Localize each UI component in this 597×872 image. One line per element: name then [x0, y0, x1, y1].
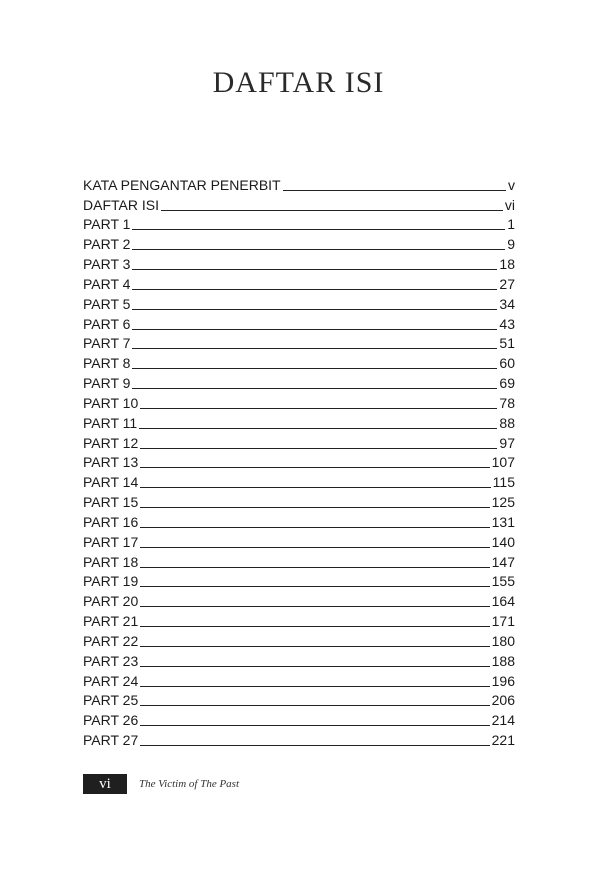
toc-entry[interactable] — [83, 610, 515, 630]
toc-entry-label: PART 22 — [83, 632, 139, 649]
toc-entry-label: PART 3 — [83, 256, 131, 273]
toc-entry[interactable] — [83, 452, 515, 472]
toc-leader-line — [132, 348, 497, 349]
toc-entry-page-number: 60 — [499, 355, 515, 372]
toc-leader-line — [140, 527, 489, 528]
toc-entry-page-number: 131 — [491, 513, 515, 530]
toc-entry[interactable] — [83, 174, 515, 194]
toc-entry[interactable] — [83, 333, 515, 353]
toc-leader-line — [140, 467, 489, 468]
toc-entry[interactable] — [83, 194, 515, 214]
toc-entry-label: PART 10 — [83, 394, 139, 411]
toc-entry-page-number: 51 — [499, 335, 515, 352]
toc-entry-label: PART 21 — [83, 613, 139, 630]
toc-entry-label: PART 25 — [83, 692, 139, 709]
toc-entry-label: PART 23 — [83, 652, 139, 669]
toc-entry-page-number: v — [508, 176, 515, 193]
toc-entry-label: PART 2 — [83, 236, 131, 253]
toc-entry-label: PART 12 — [83, 434, 139, 451]
toc-entry[interactable] — [83, 253, 515, 273]
toc-leader-line — [132, 289, 497, 290]
toc-entry[interactable] — [83, 729, 515, 749]
toc-entry[interactable] — [83, 531, 515, 551]
toc-entry-page-number: 221 — [491, 732, 515, 749]
toc-entry[interactable] — [83, 432, 515, 452]
toc-leader-line — [139, 428, 497, 429]
table-of-contents — [83, 174, 515, 749]
toc-entry[interactable] — [83, 313, 515, 333]
toc-entry-label: PART 26 — [83, 712, 139, 729]
toc-entry[interactable] — [83, 511, 515, 531]
toc-entry-page-number: 34 — [499, 295, 515, 312]
toc-entry-label: PART 14 — [83, 474, 139, 491]
toc-leader-line — [140, 646, 489, 647]
toc-entry-label: PART 18 — [83, 553, 139, 570]
toc-entry-label: PART 15 — [83, 494, 139, 511]
toc-entry-label: PART 4 — [83, 275, 131, 292]
toc-entry-label: PART 5 — [83, 295, 131, 312]
toc-entry-label: PART 8 — [83, 355, 131, 372]
toc-entry-page-number: 125 — [491, 494, 515, 511]
toc-entry-page-number: 188 — [491, 652, 515, 669]
toc-entry-page-number: 206 — [491, 692, 515, 709]
toc-entry-label: PART 27 — [83, 732, 139, 749]
page-number: vi — [83, 774, 127, 794]
toc-entry-label: PART 1 — [83, 216, 131, 233]
toc-leader-line — [140, 408, 497, 409]
toc-entry-label: DAFTAR ISI — [83, 196, 159, 213]
toc-leader-line — [140, 725, 489, 726]
toc-entry-page-number: 9 — [507, 236, 515, 253]
page-footer — [83, 774, 239, 794]
toc-entry[interactable] — [83, 690, 515, 710]
toc-leader-line — [140, 626, 489, 627]
toc-entry[interactable] — [83, 214, 515, 234]
toc-entry-page-number: 180 — [491, 632, 515, 649]
toc-leader-line — [132, 309, 497, 310]
toc-entry-label: PART 9 — [83, 375, 131, 392]
toc-entry-page-number: 43 — [499, 315, 515, 332]
toc-entry[interactable] — [83, 412, 515, 432]
toc-entry-label: PART 13 — [83, 454, 139, 471]
toc-leader-line — [132, 329, 497, 330]
toc-entry[interactable] — [83, 372, 515, 392]
toc-leader-line — [140, 586, 489, 587]
toc-leader-line — [132, 368, 497, 369]
toc-leader-line — [132, 249, 505, 250]
toc-entry-label: KATA PENGANTAR PENERBIT — [83, 176, 281, 193]
toc-entry[interactable] — [83, 293, 515, 313]
toc-leader-line — [140, 507, 489, 508]
toc-leader-line — [140, 487, 490, 488]
toc-entry-page-number: 196 — [491, 672, 515, 689]
toc-leader-line — [132, 269, 497, 270]
toc-leader-line — [132, 229, 505, 230]
toc-entry[interactable] — [83, 352, 515, 372]
toc-entry-page-number: 115 — [492, 474, 515, 491]
toc-entry-label: PART 7 — [83, 335, 131, 352]
toc-entry-page-number: vi — [504, 196, 515, 213]
toc-entry-page-number: 214 — [491, 712, 515, 729]
toc-leader-line — [283, 190, 506, 191]
toc-entry-page-number: 155 — [491, 573, 515, 590]
toc-entry-page-number: 27 — [499, 275, 515, 292]
toc-leader-line — [140, 686, 489, 687]
toc-entry-page-number: 18 — [499, 256, 515, 273]
toc-leader-line — [140, 666, 489, 667]
toc-entry-page-number: 69 — [499, 375, 515, 392]
toc-leader-line — [161, 210, 503, 211]
page-title: DAFTAR ISI — [212, 66, 385, 99]
toc-entry[interactable] — [83, 709, 515, 729]
toc-entry-label: PART 24 — [83, 672, 139, 689]
toc-entry-label: PART 20 — [83, 593, 139, 610]
toc-leader-line — [140, 705, 489, 706]
toc-entry-page-number: 88 — [499, 414, 515, 431]
toc-entry-label: PART 11 — [83, 414, 138, 431]
toc-entry-label: PART 17 — [83, 533, 139, 550]
toc-entry[interactable] — [83, 571, 515, 591]
toc-leader-line — [140, 606, 489, 607]
toc-entry-page-number: 164 — [491, 593, 515, 610]
toc-entry[interactable] — [83, 590, 515, 610]
toc-leader-line — [140, 745, 489, 746]
toc-entry[interactable] — [83, 670, 515, 690]
toc-entry[interactable] — [83, 233, 515, 253]
toc-leader-line — [132, 388, 497, 389]
toc-entry-page-number: 78 — [499, 394, 515, 411]
toc-entry-page-number: 97 — [499, 434, 515, 451]
toc-entry-page-number: 147 — [491, 553, 515, 570]
toc-entry[interactable] — [83, 273, 515, 293]
toc-entry[interactable] — [83, 630, 515, 650]
toc-leader-line — [140, 547, 489, 548]
toc-entry-page-number: 107 — [491, 454, 515, 471]
toc-entry[interactable] — [83, 392, 515, 412]
toc-entry-label: PART 19 — [83, 573, 139, 590]
toc-entry-label: PART 6 — [83, 315, 131, 332]
toc-entry-page-number: 140 — [491, 533, 515, 550]
toc-leader-line — [140, 567, 489, 568]
toc-entry[interactable] — [83, 650, 515, 670]
toc-leader-line — [140, 448, 497, 449]
running-book-title: The Victim of The Past — [139, 778, 240, 790]
toc-entry-page-number: 1 — [507, 216, 515, 233]
toc-entry-label: PART 16 — [83, 513, 139, 530]
toc-entry[interactable] — [83, 491, 515, 511]
toc-entry-page-number: 171 — [491, 613, 515, 630]
toc-entry[interactable] — [83, 471, 515, 491]
toc-entry[interactable] — [83, 551, 515, 571]
